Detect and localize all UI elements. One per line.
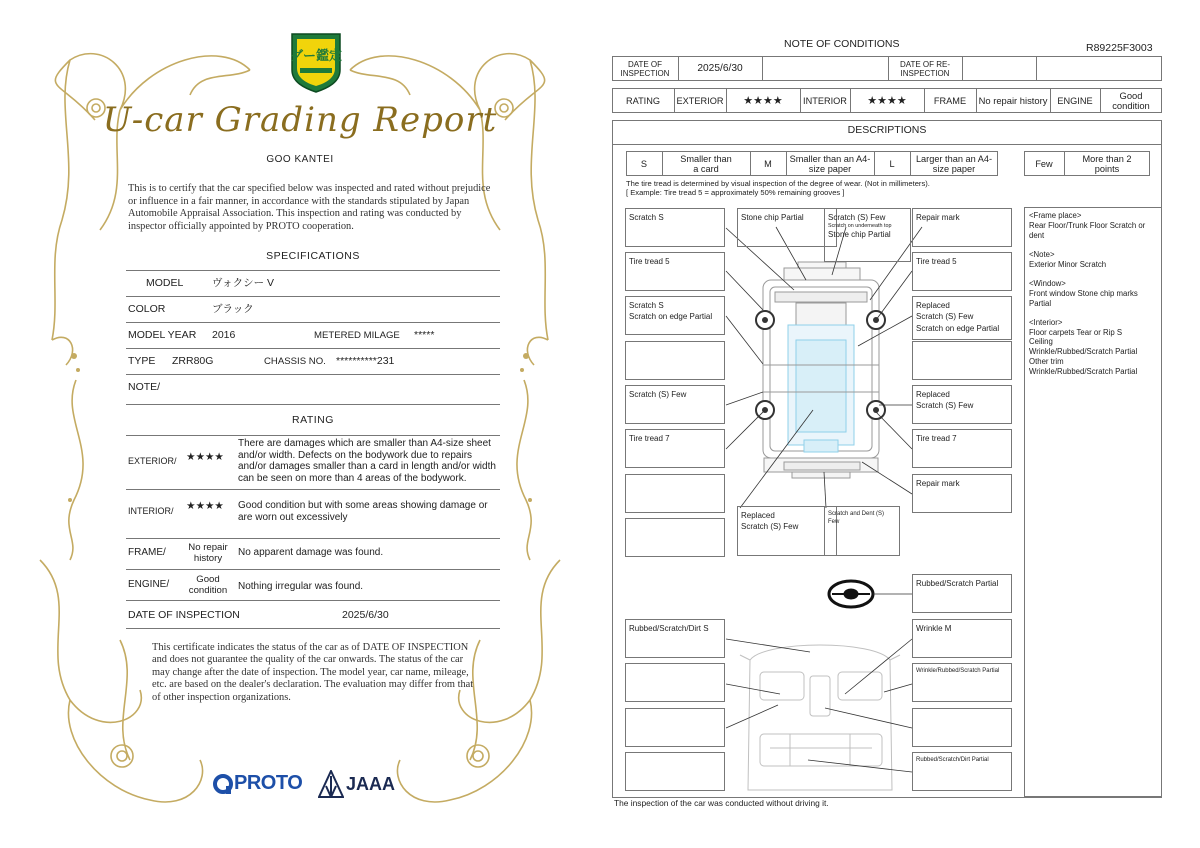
proto-logo-icon	[212, 772, 234, 796]
date-of-inspection-value: 2025/6/30	[697, 62, 743, 74]
label-right-6: Repair mark	[912, 474, 1012, 513]
inspection-footnote: The inspection of the car was conducted without driving it.	[614, 798, 829, 808]
footer-logos	[212, 770, 412, 800]
label-left-6: Tire tread 7	[625, 429, 725, 468]
date-of-inspection-row	[126, 603, 500, 628]
note-label: <Note>	[1029, 249, 1055, 259]
document-id: R89225F3003	[1086, 42, 1153, 54]
label-right-1: Tire tread 5	[912, 252, 1012, 291]
certificate-disclaimer: This certificate indicates the status of the car as of DATE OF INSPECTION and does not guarantee the quality of the car onwards. The status of the car may change after the date of inspection. The model year, car name, mileage, etc. are based on the dealer's declaration. The evaluation may differ from that of other inspection organizations.	[152, 642, 474, 703]
label-steering: Rubbed/Scratch Partial	[912, 574, 1012, 613]
descriptions-heading: DESCRIPTIONS	[847, 124, 927, 136]
label-left-5: Scratch (S) Few	[625, 385, 725, 424]
label-interior-right-1: Wrinkle M	[912, 619, 1012, 658]
exterior-stars: ★★★★	[186, 451, 224, 463]
note-value: Exterior Minor Scratch	[1029, 259, 1107, 269]
label-left-3: Scratch S Scratch on edge Partial	[625, 296, 725, 335]
model-label: MODEL	[146, 277, 184, 289]
spec-row-model	[126, 271, 500, 296]
label-top-1: Stone chip Partial	[737, 208, 837, 247]
jaaa-logo-text: JAAA	[346, 774, 396, 794]
legend-l-desc: Larger than an A4-size paper	[915, 153, 993, 174]
conditions-title: NOTE OF CONDITIONS	[784, 38, 900, 50]
rating-heading: RATING	[292, 414, 334, 426]
label-bottom-1: Replaced Scratch (S) Few	[737, 506, 837, 556]
rating-label: RATING	[625, 95, 661, 106]
spec-row-color	[126, 297, 500, 322]
note-of-conditions	[600, 0, 1200, 848]
label-interior-right-4: Rubbed/Scratch/Dirt Partial	[912, 752, 1012, 791]
note-label: NOTE/	[128, 381, 161, 393]
window-value: Front window Stone chip marks Partial	[1029, 288, 1138, 308]
interior-note-3: Wrinkle/Rubbed/Scratch Partial	[1029, 347, 1138, 357]
label-right-5: Tire tread 7	[912, 429, 1012, 468]
label-right-3	[912, 341, 1012, 380]
label-interior-left-3	[625, 708, 725, 747]
interior-note-2: Ceiling	[1029, 337, 1053, 347]
label-right-2: Replaced Scratch (S) Few Scratch on edge Partial	[912, 296, 1012, 340]
engine-value: Good condition	[188, 574, 228, 596]
date-of-reinspection-label: DATE OF RE-INSPECTION	[899, 59, 951, 78]
label-interior-right-3	[912, 708, 1012, 747]
model-year-value: 2016	[212, 329, 236, 341]
specifications-heading: SPECIFICATIONS	[266, 250, 360, 262]
label-interior-left-2	[625, 663, 725, 702]
color-label: COLOR	[128, 303, 166, 315]
frame-place-value: Rear Floor/Trunk Floor Scratch or dent	[1029, 220, 1146, 240]
interior-stars: ★★★★	[186, 500, 224, 512]
goo-kantei-badge-icon	[286, 30, 346, 94]
type-value: ZRR80G	[172, 355, 214, 367]
frame-place-label: <Frame place>	[1029, 211, 1082, 220]
frame-label: FRAME/	[128, 547, 166, 558]
proto-logo-text: PROTO	[234, 772, 303, 794]
label-left-4	[625, 341, 725, 380]
interior-label: INTERIOR	[803, 95, 847, 106]
chassis-value: **********231	[336, 355, 395, 367]
model-year-label: MODEL YEAR	[128, 329, 197, 341]
color-value: ブラック	[212, 303, 254, 315]
metered-mileage-label: METERED MILAGE	[314, 330, 400, 341]
label-interior-right-2: Wrinkle/Rubbed/Scratch Partial	[912, 663, 1012, 702]
interior-note-5: Wrinkle/Rubbed/Scratch Partial	[1029, 366, 1138, 376]
interior-label: INTERIOR/	[128, 506, 174, 516]
metered-mileage-value: *****	[414, 329, 435, 341]
label-left-8	[625, 518, 725, 557]
jaaa-logo-icon	[318, 770, 344, 798]
label-interior-left-1: Rubbed/Scratch/Dirt S	[625, 619, 725, 658]
spec-row-type	[126, 349, 500, 374]
rating-row-interior	[126, 496, 500, 536]
date-label: DATE OF INSPECTION	[128, 609, 240, 621]
tire-note-line-1: The tire tread is determined by visual inspection of the degree of wear. (Not in millimeters).	[626, 179, 930, 188]
report-title: U-car Grading Report	[102, 100, 498, 140]
chassis-label: CHASSIS NO.	[264, 356, 326, 367]
exterior-description: There are damages which are smaller than A4-size sheet and/or width. Defects on the bodywork due to repairs and/or damages smaller than a card in length and/or width can be seen on more than 4 areas of the bodywork.	[238, 438, 496, 484]
badge-text: グー鑑定	[289, 49, 343, 64]
rating-row-exterior	[126, 438, 500, 488]
label-left-1: Scratch S	[625, 208, 725, 247]
legend-m-key: M	[764, 158, 772, 169]
tire-tread-note	[626, 179, 930, 198]
engine-description: Nothing irregular was found.	[238, 581, 364, 592]
spec-row-model-year	[126, 323, 500, 348]
interior-stars: ★★★★	[867, 94, 907, 107]
label-top-2: Scratch (S) Few Scratch on underneath top Stone chip Partial	[824, 208, 911, 262]
engine-label: ENGINE/	[128, 579, 170, 590]
date-of-reinspection-value	[962, 56, 1036, 81]
legend-m-desc: Smaller than an A4-size paper	[789, 153, 871, 174]
interior-label: <Interior>	[1029, 317, 1063, 327]
tire-note-line-2: [ Example: Tire tread 5 = approximately 50% remaining grooves ]	[626, 188, 845, 198]
label-bottom-2: Scratch and Dent (S) Few	[824, 506, 900, 556]
date-value: 2025/6/30	[342, 609, 389, 621]
interior-note-1: Floor carpets Tear or Rip S	[1029, 327, 1123, 337]
spec-row-note	[126, 375, 500, 400]
exterior-stars: ★★★★	[743, 94, 783, 107]
legend-l-key: L	[889, 158, 895, 169]
exterior-label: EXTERIOR/	[128, 456, 177, 466]
label-left-2: Tire tread 5	[625, 252, 725, 291]
date-of-inspection-label: DATE OF INSPECTION	[620, 59, 670, 78]
label-left-7	[625, 474, 725, 513]
certification-statement: This is to certify that the car specified below was inspected and rated without prejudice or influence in a fair manner, in accordance with the standards stipulated by Japan Automobile Appraisal Association. This inspection and rating was conducted by inspector officially appointed by PROTO cooperation.	[128, 183, 491, 232]
legend-s-desc: Smaller than a card	[680, 153, 732, 174]
engine-value: Good condition	[1112, 89, 1150, 111]
interior-description: Good condition but with some areas showing damage or are worn out excessively	[238, 500, 488, 523]
condition-notes-panel	[1024, 207, 1162, 797]
label-right-4: Replaced Scratch (S) Few	[912, 385, 1012, 424]
frame-value: No repair history	[978, 94, 1048, 106]
rating-row-engine	[126, 572, 500, 600]
frame-value: No repair history	[188, 542, 228, 564]
report-subtitle: GOO KANTEI	[266, 154, 334, 165]
model-value: ヴォクシー V	[212, 277, 275, 289]
window-label: <Window>	[1029, 278, 1066, 288]
rating-row-frame	[126, 540, 500, 568]
frame-label: FRAME	[933, 95, 967, 106]
legend-s-key: S	[640, 158, 648, 169]
legend-few-key: Few	[1035, 158, 1053, 169]
type-label: TYPE	[128, 355, 156, 367]
legend-few-desc: More than 2 points	[1082, 153, 1132, 174]
frame-description: No apparent damage was found.	[238, 547, 384, 558]
engine-label: ENGINE	[1057, 95, 1093, 106]
label-interior-left-4	[625, 752, 725, 791]
interior-note-4: Other trim	[1029, 357, 1064, 367]
exterior-label: EXTERIOR	[676, 95, 724, 106]
label-top-3: Repair mark	[912, 208, 1012, 247]
